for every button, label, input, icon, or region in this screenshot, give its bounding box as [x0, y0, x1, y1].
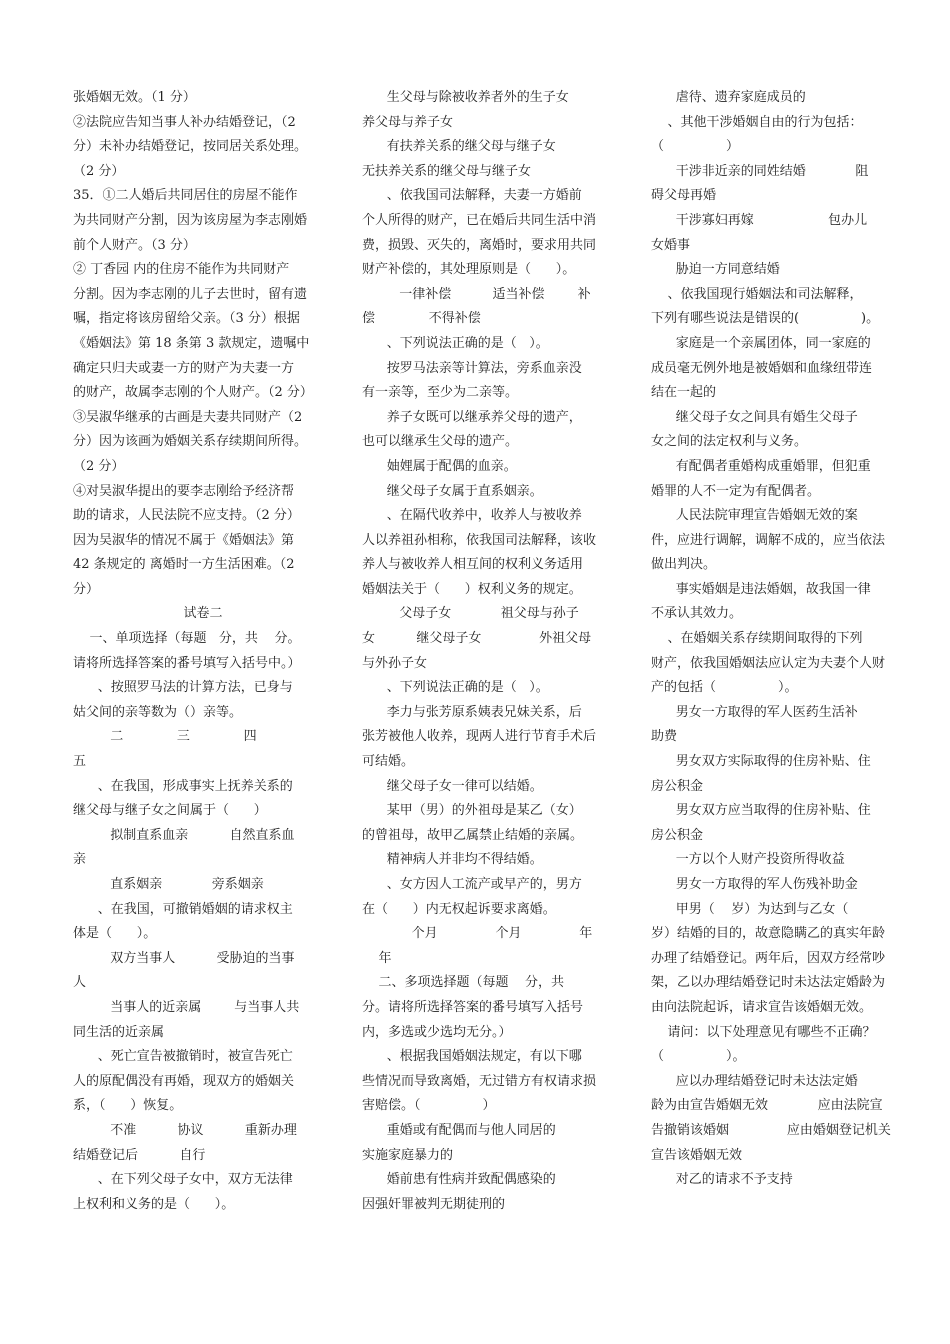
- column-middle: [362, 86, 624, 1217]
- text-line: 有配偶者重婚构成重婚罪，但犯重: [651, 458, 871, 474]
- text-line: 女之间的法定权利与义务。: [651, 434, 808, 450]
- text-line: 胁迫一方同意结婚: [651, 262, 780, 278]
- text-line: 男女一方取得的军人伤残补助金: [651, 877, 858, 892]
- text-line: 的财产，故属李志刚的个人财产。（2 分）: [73, 385, 313, 401]
- text-line: 养子女既可以继承养父母的遗产，: [362, 409, 582, 425]
- text-line: 、在我国，形成事实上抚养关系的: [73, 778, 293, 794]
- text-line: 房公积金: [651, 827, 704, 843]
- text-line: 分）: [73, 581, 100, 597]
- text-line: 张婚姻无效。（1 分）: [73, 90, 196, 105]
- text-line: 、下列说法正确的是（ ）。: [362, 680, 549, 696]
- text-line: 前个人财产。（3 分）: [73, 237, 196, 253]
- text-line: 不承认其效力。: [651, 606, 743, 622]
- text-line: 42 条规定的 离婚时一方生活困难。（2: [73, 557, 295, 573]
- text-line: 宣告该婚姻无效: [651, 1147, 743, 1163]
- text-line: 可结婚。: [362, 754, 415, 770]
- text-line: （2 分）: [73, 458, 125, 474]
- text-line: 架，乙以办理结婚登记时未达法定婚龄为: [651, 975, 886, 991]
- text-line: 岁）结婚的目的，故意隐瞒乙的真实年龄: [651, 926, 886, 942]
- text-line: 、在下列父母子女中，双方无法律: [73, 1172, 293, 1188]
- text-line: 确定只归夫或妻一方的财产为夫妻一方: [73, 360, 295, 376]
- text-line: 、根据我国婚姻法规定，有以下哪: [362, 1049, 582, 1065]
- text-line: 体是（ ）。: [73, 926, 157, 942]
- text-line: 继父母子女之间具有婚生父母子: [651, 409, 858, 425]
- text-line: 男女双方实际取得的住房补贴、住: [651, 754, 871, 770]
- text-line: ③吴淑华继承的古画是夫妻共同财产（2: [73, 409, 303, 425]
- text-line: 有一亲等，至少为二亲等。: [362, 385, 519, 401]
- text-line: 虐待、遗弃家庭成员的: [651, 90, 806, 105]
- text-line: 事实婚姻是违法婚姻，故我国一律: [651, 581, 871, 597]
- text-line: 请问：以下处理意见有哪些不正确？: [651, 1024, 876, 1040]
- text-line: （ ）。: [651, 1049, 746, 1065]
- text-line: 、在我国，可撤销婚姻的请求权主: [73, 901, 293, 917]
- text-line: 当事人的近亲属 与当事人共: [73, 999, 300, 1015]
- text-line: 产的包括（ ）。: [651, 680, 798, 696]
- text-line: 个月 个月 年: [362, 926, 593, 942]
- text-line: 个人所得的财产，已在婚后共同生活中消: [362, 212, 597, 228]
- text-line: 有扶养关系的继父母与继子女: [362, 139, 556, 155]
- text-line: 生父母与除被收养者外的生子女: [362, 90, 569, 105]
- text-line: 因强奸罪被判无期徒刑的: [362, 1196, 506, 1212]
- text-line: 二 三 四: [73, 729, 257, 745]
- text-line: 、依我国现行婚姻法和司法解释，: [651, 286, 863, 302]
- text-line: 、死亡宣告被撤销时，被宣告死亡: [73, 1049, 293, 1065]
- text-line: 按罗马法亲等计算法，旁系血亲没: [362, 360, 582, 376]
- text-line: 精神病人并非均不得结婚。: [362, 852, 543, 868]
- text-line: 人以养祖孙相称，依我国司法解释，该收: [362, 532, 597, 548]
- text-line: 双方当事人 受胁迫的当事: [73, 950, 295, 966]
- text-line: 些情况而导致离婚，无过错方有权请求损: [362, 1073, 597, 1089]
- text-line: 婚罪的人不一定为有配偶者。: [651, 483, 821, 499]
- text-line: ④对吴淑华提出的要李志刚给予经济帮: [73, 483, 295, 499]
- text-line: 女 继父母子女 外祖父母: [362, 631, 592, 647]
- text-line: 妯娌属于配偶的血亲。: [362, 458, 517, 474]
- text-line: 《婚姻法》第 18 条第 3 款规定，遗嘱中: [73, 335, 310, 351]
- text-line: 、在隔代收养中，收养人与被收养: [362, 508, 582, 524]
- text-line: 无扶养关系的继父母与继子女: [362, 163, 532, 179]
- text-line: 婚前患有性病并致配偶感染的: [362, 1172, 556, 1188]
- text-line: 35．①二人婚后共同居住的房屋不能作: [73, 188, 298, 204]
- text-line: 干涉寡妇再嫁 包办儿: [651, 212, 868, 228]
- text-line: 拟制直系血亲 自然直系血: [73, 827, 295, 843]
- text-line: 一、单项选择（每题 分，共 分。: [73, 631, 301, 647]
- text-line: 试卷二: [183, 606, 223, 622]
- text-line: 的曾祖母，故甲乙属禁止结婚的亲属。: [362, 827, 584, 843]
- text-line: 房公积金: [651, 778, 704, 794]
- text-line: 不准 协议 重新办理: [73, 1122, 297, 1138]
- text-line: 五: [73, 754, 87, 770]
- text-line: ② 丁香园 内的住房不能作为共同财产: [73, 262, 290, 278]
- text-line: 、下列说法正确的是（ ）。: [362, 335, 549, 351]
- text-line: 内，多选或少选均无分。）: [362, 1024, 512, 1040]
- text-line: 由向法院起诉，请求宣告该婚姻无效。: [651, 999, 873, 1015]
- text-line: 分）因为该画为婚姻关系存续期间所得。: [73, 434, 308, 450]
- text-line: 分割。因为李志刚的儿子去世时，留有遗: [73, 286, 308, 302]
- text-line: 分）未补办结婚登记，按同居关系处理。: [73, 139, 308, 155]
- text-line: 、女方因人工流产或早产的，男方: [362, 877, 582, 892]
- text-line: 龄为由宣告婚姻无效 应由法院宣: [651, 1098, 883, 1114]
- text-line: 为共同财产分割，因为该房屋为李志刚婚: [73, 212, 308, 228]
- text-line: 上权利和义务的是（ ）。: [73, 1196, 235, 1212]
- text-line: 分。请将所选择答案的番号填写入括号: [362, 999, 584, 1015]
- text-line: 人的原配偶没有再婚，现双方的婚姻关: [73, 1073, 295, 1089]
- text-line: 一方以个人财产投资所得收益: [651, 852, 845, 868]
- column-right: [651, 86, 913, 1193]
- text-line: 年: [362, 950, 392, 966]
- text-line: （2 分）: [73, 163, 125, 179]
- text-line: 继父母子女属于直系姻亲。: [362, 483, 543, 499]
- text-line: 告撤销该婚姻 应由婚姻登记机关: [651, 1122, 891, 1138]
- text-line: 因为吴淑华的情况不属于《婚姻法》第: [73, 532, 295, 548]
- text-line: ②法院应告知当事人补办结婚登记，（2: [73, 114, 296, 130]
- text-line: 甲男（ 岁）为达到与乙女（: [651, 901, 849, 917]
- text-line: 一律补偿 适当补偿 补: [362, 286, 591, 302]
- text-line: 成员毫无例外地是被婚姻和血缘纽带连: [651, 360, 873, 376]
- text-line: 嘱，指定将该房留给父亲。（3 分）根据: [73, 311, 300, 327]
- text-line: 家庭是一个亲属团体，同一家庭的: [651, 335, 871, 351]
- text-line: 财产，依我国婚姻法应认定为夫妻个人财: [651, 655, 886, 671]
- text-line: 姑父间的亲等数为（）亲等。: [73, 704, 243, 720]
- text-line: 男女一方取得的军人医药生活补: [651, 704, 858, 720]
- text-line: 结在一起的: [651, 385, 717, 401]
- text-line: 养父母与养子女: [362, 114, 454, 130]
- text-line: 应以办理结婚登记时未达法定婚: [651, 1073, 858, 1089]
- text-line: 同生活的近亲属: [73, 1024, 165, 1040]
- text-line: 养人与被收养人相互间的权利义务适用: [362, 557, 584, 573]
- text-line: （ ）: [651, 139, 739, 155]
- text-line: 实施家庭暴力的: [362, 1147, 454, 1163]
- text-line: 婚姻法关于（ ）权利义务的规定。: [362, 581, 582, 597]
- text-line: 某甲（男）的外祖母是某乙（女）: [362, 803, 582, 819]
- text-line: 碍父母再婚: [651, 188, 717, 204]
- text-line: 二、多项选择题（每题 分，共: [362, 975, 565, 991]
- text-line: 下列有哪些说法是错误的( )。: [651, 311, 880, 327]
- text-line: 财产补偿的，其处理原则是（ ）。: [362, 262, 576, 278]
- text-line: 人民法院审理宣告婚姻无效的案: [651, 508, 858, 524]
- text-line: 助的请求，人民法院不应支持。（2 分）: [73, 508, 300, 524]
- text-line: 干涉非近亲的同姓结婚 阻: [651, 163, 869, 179]
- text-line: 男女双方应当取得的住房补贴、住: [651, 803, 871, 819]
- text-line: 做出判决。: [651, 557, 717, 573]
- text-line: 、在婚姻关系存续期间取得的下列: [651, 631, 863, 647]
- text-line: 重婚或有配偶而与他人同居的: [362, 1122, 556, 1138]
- text-line: 人: [73, 975, 87, 991]
- text-line: 在（ ）内无权起诉要求离婚。: [362, 901, 556, 917]
- text-line: 请将所选择答案的番号填写入括号中。）: [73, 655, 301, 671]
- text-line: 也可以继承生父母的遗产。: [362, 434, 519, 450]
- text-line: 害赔偿。（ ）: [362, 1098, 496, 1114]
- text-line: 父母子女 祖父母与孙子: [362, 606, 579, 622]
- text-line: 李力与张芳原系姨表兄妹关系，后: [362, 704, 582, 720]
- text-line: 继父母子女一律可以结婚。: [362, 778, 543, 794]
- text-line: 助费: [651, 729, 678, 745]
- text-line: 女婚事: [651, 237, 691, 253]
- text-line: 、依我国司法解释，夫妻一方婚前: [362, 188, 582, 204]
- text-line: 继父母与继子女之间属于（ ）: [73, 803, 267, 819]
- text-line: 亲: [73, 852, 87, 868]
- text-line: 结婚登记后 自行: [73, 1147, 206, 1163]
- text-line: 办理了结婚登记。两年后，因双方经常吵: [651, 950, 886, 966]
- text-line: 件，应进行调解，调解不成的，应当依法: [651, 532, 886, 548]
- column-left: [73, 86, 333, 1217]
- text-line: 对乙的请求不予支持: [651, 1172, 793, 1188]
- text-line: 、其他干涉婚姻自由的行为包括：: [651, 114, 863, 130]
- text-line: 偿 不得补偿: [362, 311, 481, 327]
- text-line: 系，（ ）恢复。: [73, 1098, 183, 1114]
- text-line: 直系姻亲 旁系姻亲: [73, 877, 264, 892]
- text-line: 费，损毁、灭失的，离婚时，要求用共同: [362, 237, 597, 253]
- text-line: 、按照罗马法的计算方法，已身与: [73, 680, 293, 696]
- text-line: 与外孙子女: [362, 655, 428, 671]
- text-line: 张芳被他人收养，现两人进行节育手术后: [362, 729, 597, 745]
